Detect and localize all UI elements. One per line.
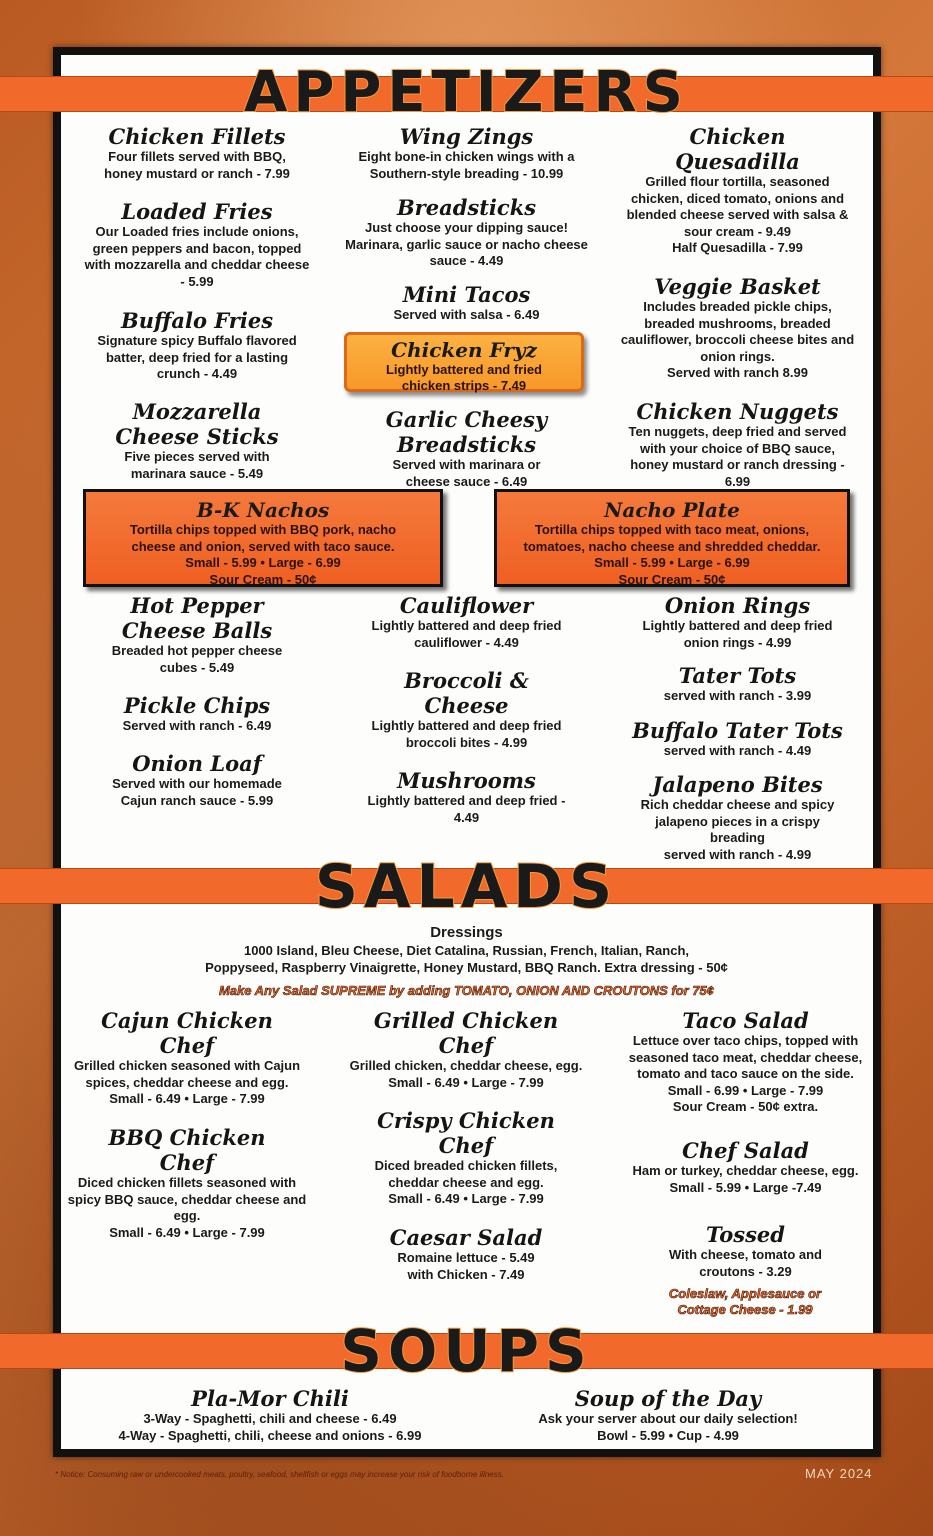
menu-item-chicken-nuggets (610, 399, 865, 490)
item-desc: Grilled chicken, cheddar cheese, egg. (349, 1058, 583, 1073)
item-desc: Lightly battered and deep fried onion rings - 4.99 (642, 618, 833, 650)
item-name: Cauliflower (399, 593, 534, 618)
box-extra: Sour Cream - 50¢ (209, 571, 317, 587)
box-price: Small - 5.99 • Large - 6.99 (185, 555, 341, 570)
item-name: Grilled Chicken Chef (373, 1008, 559, 1058)
menu-item-chicken-fillets (70, 124, 324, 182)
item-desc: Eight bone-in chicken wings with a Southern-style breading - 10.99 (358, 149, 575, 181)
item-name: Mushrooms (397, 768, 536, 793)
sides-line-1: Coleslaw, Applesauce or (668, 1286, 822, 1301)
box-extra: Sour Cream - 50¢ (618, 571, 726, 587)
dressings-line-2: Poppyseed, Raspberry Vinaigrette, Honey Mustard, BBQ Ranch. Extra dressing - 50¢ (205, 960, 728, 975)
sides-promo (620, 1286, 870, 1318)
menu-item-mini-tacos (344, 282, 589, 324)
item-name: Pla-Mor Chili (191, 1386, 349, 1411)
menu-item-tossed (618, 1222, 873, 1280)
item-name: Chef Salad (682, 1138, 809, 1163)
item-line-2: 4-Way - Spaghetti, chili, cheese and onions - 6.99 (118, 1427, 422, 1443)
menu-item-cajun-chicken-chef (62, 1008, 312, 1108)
box-price: Small - 5.99 • Large - 6.99 (594, 555, 750, 570)
sides-line-2: Cottage Cheese - 1.99 (677, 1302, 813, 1317)
menu-item-garlic-cheesy-breadsticks (344, 407, 589, 490)
item-price: Small - 5.99 • Large -7.49 (669, 1179, 822, 1195)
item-desc: Served with our homemade Cajun ranch sauce - 5.99 (112, 776, 282, 808)
menu-item-bbq-chicken-chef (62, 1125, 312, 1241)
item-name: Hot Pepper Cheese Balls (121, 593, 273, 643)
menu-item-mushrooms (344, 768, 589, 826)
menu-item-breadsticks (344, 195, 589, 270)
menu-item-onion-loaf (70, 751, 324, 809)
menu-item-caesar-salad (340, 1225, 592, 1283)
item-name: Chicken Quesadilla (675, 124, 800, 174)
feature-box-nacho-plate (494, 489, 850, 587)
menu-item-broccoli-cheese (344, 668, 589, 751)
item-desc: Just choose your dipping sauce! Marinara, garlic sauce or nacho cheese sauce - 4.49 (345, 220, 588, 268)
item-extra: served with ranch - 4.99 (663, 846, 812, 862)
menu-item-buffalo-tater-tots (610, 718, 865, 760)
item-desc: Diced chicken fillets seasoned with spicy BBQ sauce, cheddar cheese and egg. (67, 1175, 307, 1223)
menu-item-pickle-chips (70, 693, 324, 735)
item-name: Garlic Cheesy Breadsticks (385, 407, 548, 457)
item-name: Caesar Salad (389, 1225, 543, 1250)
item-desc: Lettuce over taco chips, topped with seasoned taco meat, cheddar cheese, tomato and taco sauce on the side. (628, 1033, 863, 1081)
item-desc: With cheese, tomato and croutons - 3.29 (668, 1247, 823, 1279)
item-name: Cajun Chicken Chef (101, 1008, 273, 1058)
item-desc: Diced breaded chicken fillets, cheddar cheese and egg. (374, 1158, 558, 1190)
item-desc: Includes breaded pickle chips, breaded mushrooms, breaded cauliflower, broccoli cheese bites and onion rings. (620, 299, 855, 364)
item-desc: Grilled chicken seasoned with Cajun spices, cheddar cheese and egg. (73, 1058, 301, 1090)
item-price: Small - 6.49 • Large - 7.99 (109, 1224, 265, 1240)
item-price: Small - 6.49 • Large - 7.99 (388, 1074, 544, 1090)
item-name: Tater Tots (678, 663, 797, 688)
menu-item-crispy-chicken-chef (340, 1108, 592, 1208)
item-desc: Grilled flour tortilla, seasoned chicken, diced tomato, onions and blended cheese served with salsa & sour cream - 9.49 (626, 174, 849, 239)
item-name: Pickle Chips (123, 693, 271, 718)
item-desc: Ten nuggets, deep fried and served with your choice of BBQ sauce, honey mustard or ranch dressing - 6.99 (628, 424, 847, 489)
item-desc: Four fillets served with BBQ, honey mustard or ranch - 7.99 (104, 149, 290, 181)
appetizers-title: APPETIZERS (243, 60, 690, 125)
item-name: Mini Tacos (402, 282, 531, 307)
item-desc: Lightly battered and deep fried cauliflower - 4.49 (371, 618, 562, 650)
menu-item-taco-salad (618, 1008, 873, 1116)
salads-title: SALADS (314, 852, 619, 922)
item-desc: Signature spicy Buffalo flavored batter, deep fried for a lasting crunch - 4.49 (97, 333, 297, 381)
item-desc: served with ranch - 3.99 (663, 688, 812, 703)
supreme-promo: Make Any Salad SUPREME by adding TOMATO, ONION AND CROUTONS for 75¢ (218, 983, 715, 998)
feature-box-bk-nachos (83, 489, 443, 587)
item-name: Onion Rings (664, 593, 811, 618)
menu-item-veggie-basket (610, 274, 865, 382)
menu-item-mozzarella-sticks (70, 399, 324, 482)
foodborne-notice: * Notice: Consuming raw or undercooked meats, poultry, seafood, shellfish or eggs may increase your risk of foodborne illness. (55, 1470, 504, 1479)
menu-item-wing-zings (344, 124, 589, 182)
item-name: Chicken Fillets (108, 124, 286, 149)
menu-item-chef-salad (618, 1138, 873, 1196)
box-name: B-K Nachos (196, 498, 330, 522)
featured-desc: Lightly battered and fried chicken strips - 7.49 (385, 362, 542, 393)
item-desc: served with ranch - 4.49 (663, 743, 812, 758)
menu-item-grilled-chicken-chef (340, 1008, 592, 1091)
item-line-2: Bowl - 5.99 • Cup - 4.99 (597, 1427, 739, 1443)
menu-item-onion-rings (610, 593, 865, 651)
item-desc: Served with marinara or cheese sauce - 6.49 (392, 457, 541, 489)
item-desc: Rich cheddar cheese and spicy jalapeno pieces in a crispy breading (640, 797, 835, 845)
item-name: Wing Zings (399, 124, 534, 149)
menu-item-jalapeno-bites (610, 772, 865, 863)
item-price: Small - 6.49 • Large - 7.99 (388, 1191, 544, 1206)
item-desc: Five pieces served with marinara sauce - 5.49 (124, 449, 270, 481)
item-extra: Half Quesadilla - 7.99 (672, 240, 803, 255)
menu-item-loaded-fries (70, 199, 324, 290)
dressings-heading: Dressings (430, 924, 503, 941)
item-name: Loaded Fries (121, 199, 273, 224)
item-name: Tossed (706, 1222, 785, 1247)
item-name: Buffalo Tater Tots (632, 718, 843, 743)
dressings-line-1: 1000 Island, Bleu Cheese, Diet Catalina, Russian, French, Italian, Ranch, (243, 943, 690, 958)
featured-name: Chicken Fryz (391, 338, 537, 362)
item-name: Buffalo Fries (120, 308, 274, 333)
menu-item-soup-of-the-day (490, 1386, 846, 1444)
item-line-1: Ask your server about our daily selection! (538, 1411, 798, 1426)
item-name: Breadsticks (396, 195, 537, 220)
item-name: Broccoli & Cheese (404, 668, 529, 718)
menu-item-chicken-quesadilla (610, 124, 865, 257)
item-price: Small - 6.49 • Large - 7.99 (109, 1091, 265, 1106)
menu-item-pla-mor-chili (80, 1386, 460, 1444)
soups-title: SOUPS (340, 1317, 593, 1385)
item-name: Veggie Basket (654, 274, 821, 299)
item-name: Crispy Chicken Chef (377, 1108, 555, 1158)
dressings-list (150, 923, 783, 976)
item-desc: Our Loaded fries include onions, green peppers and bacon, topped with mozzarella and cheddar cheese - 5.99 (84, 224, 310, 289)
item-name: Chicken Nuggets (636, 399, 839, 424)
item-name: Onion Loaf (132, 751, 262, 776)
item-name: BBQ Chicken Chef (108, 1125, 266, 1175)
item-desc: Ham or turkey, cheddar cheese, egg. (632, 1163, 859, 1178)
item-extra: Served with ranch 8.99 (667, 365, 808, 380)
item-line-1: 3-Way - Spaghetti, chili and cheese - 6.49 (143, 1411, 397, 1426)
item-desc: Served with salsa - 6.49 (393, 307, 540, 322)
item-desc: Romaine lettuce - 5.49 (397, 1250, 535, 1265)
featured-chicken-fryz (344, 332, 584, 392)
item-name: Soup of the Day (574, 1386, 762, 1411)
item-extra: Sour Cream - 50¢ extra. (672, 1099, 819, 1114)
box-desc: Tortilla chips topped with taco meat, onions, tomatoes, nacho cheese and shredded cheddar. (523, 522, 821, 554)
item-desc: Lightly battered and deep fried - 4.49 (367, 793, 566, 825)
box-desc: Tortilla chips topped with BBQ pork, nacho cheese and onion, served with taco sauce. (129, 522, 397, 554)
menu-item-tater-tots (610, 663, 865, 705)
item-desc: Lightly battered and deep fried broccoli bites - 4.99 (371, 718, 562, 750)
item-name: Mozzarella Cheese Sticks (115, 399, 279, 449)
item-name: Taco Salad (682, 1008, 809, 1033)
item-price: with Chicken - 7.49 (407, 1266, 525, 1282)
item-name: Jalapeno Bites (652, 772, 823, 797)
item-desc: Served with ranch - 6.49 (122, 718, 272, 733)
menu-item-cauliflower (344, 593, 589, 651)
item-price: Small - 6.99 • Large - 7.99 (667, 1082, 824, 1098)
item-desc: Breaded hot pepper cheese cubes - 5.49 (111, 643, 283, 675)
box-name: Nacho Plate (604, 498, 740, 522)
menu-item-buffalo-fries (70, 308, 324, 383)
menu-date: MAY 2024 (805, 1466, 873, 1481)
menu-item-hot-pepper-cheese-balls (70, 593, 324, 676)
